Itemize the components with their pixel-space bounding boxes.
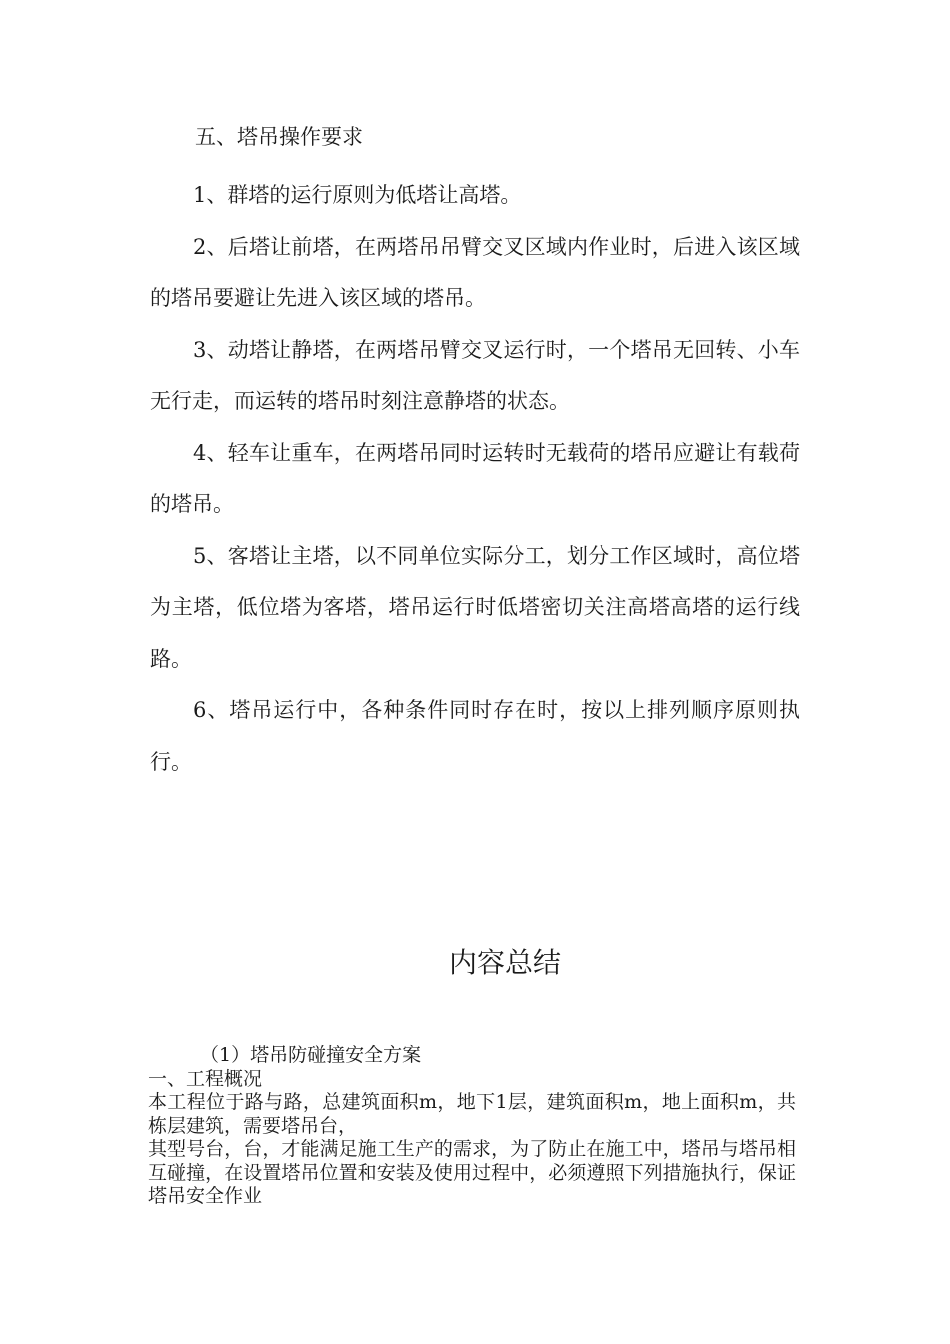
overview-heading: 一、工程概况 <box>148 1067 263 1090</box>
rule-item-4: 4、轻车让重车，在两塔吊同时运转时无载荷的塔吊应避让有载荷的塔吊。 <box>150 440 800 516</box>
rule-item-6: 6、塔吊运行中，各种条件同时存在时，按以上排列顺序原则执行。 <box>150 698 800 774</box>
rule-item-3: 3、动塔让静塔，在两塔吊臂交叉运行时，一个塔吊无回转、小车无行走，而运转的塔吊时刻注意静塔的状态。 <box>150 337 800 413</box>
summary-paragraph-2: 其型号台，台，才能满足施工生产的需求，为了防止在施工中，塔吊与塔吊相互碰撞，在设置塔吊位置和安装及使用过程中，必须遵照下列措施执行，保证塔吊安全作业 <box>148 1138 796 1207</box>
summary-paragraph-1: 本工程位于路与路，总建筑面积m，地下1层，建筑面积m，地上面积m，共栋层建筑，需要塔吊台， <box>148 1091 796 1137</box>
rule-item-2: 2、后塔让前塔，在两塔吊吊臂交叉区域内作业时，后进入该区域的塔吊要避让先进入该区域的塔吊。 <box>150 234 800 310</box>
rule-item-5: 5、客塔让主塔，以不同单位实际分工，划分工作区域时，高位塔为主塔，低位塔为客塔，塔吊运行时低塔密切关注高塔高塔的运行线路。 <box>150 543 800 671</box>
rule-item-1: 1、群塔的运行原则为低塔让高塔。 <box>193 183 522 207</box>
rules-list <box>150 170 800 788</box>
summary-subheading: （1）塔吊防碰撞安全方案 <box>200 1044 422 1066</box>
section-heading: 五、塔吊操作要求 <box>195 125 363 149</box>
summary-body <box>148 1044 796 1209</box>
summary-title: 内容总结 <box>448 946 561 979</box>
